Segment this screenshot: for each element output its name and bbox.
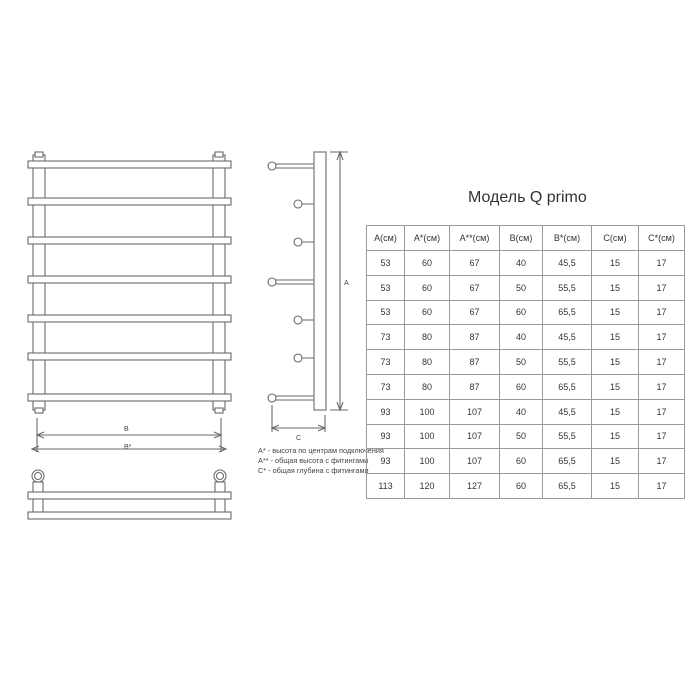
table-cell: 15: [592, 399, 639, 424]
table-row: [367, 275, 685, 300]
table-cell: 17: [639, 474, 685, 499]
column-header: A*(см): [405, 226, 450, 251]
table-cell: 17: [639, 350, 685, 375]
table-cell: 17: [639, 325, 685, 350]
table-cell: 120: [405, 474, 450, 499]
table-cell: 60: [500, 300, 543, 325]
table-cell: 15: [592, 474, 639, 499]
table-cell: 17: [639, 424, 685, 449]
dimension-label-b: B: [124, 426, 129, 433]
column-header: A(см): [367, 226, 405, 251]
top-view: [28, 470, 231, 519]
column-header: B(см): [500, 226, 543, 251]
rung: [28, 394, 231, 401]
table-cell: 50: [500, 275, 543, 300]
table-cell: 45,5: [543, 399, 592, 424]
table-cell: 67: [450, 300, 500, 325]
column-header: C(см): [592, 226, 639, 251]
table-cell: 87: [450, 374, 500, 399]
table-cell: 55,5: [543, 275, 592, 300]
rung: [28, 276, 231, 283]
table-row: [367, 474, 685, 499]
table-cell: 60: [405, 251, 450, 276]
table-cell: 15: [592, 374, 639, 399]
table-cell: 40: [500, 325, 543, 350]
table-cell: 45,5: [543, 325, 592, 350]
table-row: [367, 251, 685, 276]
table-cell: 60: [500, 449, 543, 474]
table-cell: 15: [592, 300, 639, 325]
table-cell: 60: [405, 275, 450, 300]
table-header-row: [367, 226, 685, 251]
table-cell: 107: [450, 424, 500, 449]
note-c-star: C* - общая глубина с фитингами: [258, 466, 369, 475]
table-cell: 80: [405, 325, 450, 350]
table-cell: 107: [450, 399, 500, 424]
table-row: [367, 325, 685, 350]
table-cell: 67: [450, 251, 500, 276]
table-cell: 55,5: [543, 350, 592, 375]
table-row: [367, 449, 685, 474]
table-row: [367, 374, 685, 399]
table-cell: 100: [405, 449, 450, 474]
table-cell: 53: [367, 300, 405, 325]
table-cell: 40: [500, 251, 543, 276]
table-cell: 107: [450, 449, 500, 474]
table-cell: 50: [500, 424, 543, 449]
side-view: [268, 152, 348, 432]
table-cell: 15: [592, 449, 639, 474]
table-row: [367, 424, 685, 449]
table-cell: 100: [405, 424, 450, 449]
table-cell: 67: [450, 275, 500, 300]
table-cell: 65,5: [543, 374, 592, 399]
side-post: [314, 152, 326, 410]
dimension-label-a: A: [344, 280, 349, 287]
column-header: B*(см): [543, 226, 592, 251]
dimension-label-c: C: [296, 435, 302, 442]
table-cell: 17: [639, 251, 685, 276]
table-cell: 73: [367, 325, 405, 350]
table-cell: 17: [639, 449, 685, 474]
table-cell: 93: [367, 399, 405, 424]
note-a-double-star: A** - общая высота с фитингами: [258, 456, 369, 465]
table-cell: 73: [367, 350, 405, 375]
table-cell: 60: [405, 300, 450, 325]
column-header: A**(см): [450, 226, 500, 251]
rung: [28, 315, 231, 322]
table-cell: 15: [592, 325, 639, 350]
model-title: Модель Q primo: [468, 189, 587, 206]
table-cell: 87: [450, 350, 500, 375]
table-cell: 65,5: [543, 474, 592, 499]
table-cell: 127: [450, 474, 500, 499]
table-cell: 17: [639, 374, 685, 399]
table-cell: 50: [500, 350, 543, 375]
column-header: C*(см): [639, 226, 685, 251]
table-cell: 53: [367, 275, 405, 300]
table-cell: 17: [639, 300, 685, 325]
rung: [28, 198, 231, 205]
table-cell: 80: [405, 374, 450, 399]
table-cell: 73: [367, 374, 405, 399]
table-cell: 15: [592, 424, 639, 449]
table-cell: 15: [592, 251, 639, 276]
table-cell: 113: [367, 474, 405, 499]
rung: [28, 353, 231, 360]
table-cell: 80: [405, 350, 450, 375]
note-a-star: A* - высота по центрам подключения: [258, 446, 384, 455]
table-cell: 87: [450, 325, 500, 350]
table-cell: 100: [405, 399, 450, 424]
table-cell: 17: [639, 399, 685, 424]
table-row: [367, 399, 685, 424]
table-cell: 93: [367, 424, 405, 449]
rung: [28, 161, 231, 168]
table-cell: 15: [592, 350, 639, 375]
table-cell: 40: [500, 399, 543, 424]
rung: [28, 237, 231, 244]
table-cell: 55,5: [543, 424, 592, 449]
bottom-connector-left: [35, 408, 43, 413]
top-connector-right: [215, 152, 223, 157]
table-cell: 65,5: [543, 449, 592, 474]
bottom-connector-right: [215, 408, 223, 413]
table-cell: 17: [639, 275, 685, 300]
dimension-label-b-star: B*: [124, 444, 132, 451]
front-view: [28, 152, 231, 413]
table-cell: 45,5: [543, 251, 592, 276]
top-connector-left: [35, 152, 43, 157]
table-cell: 93: [367, 449, 405, 474]
table-cell: 15: [592, 275, 639, 300]
table-cell: 53: [367, 251, 405, 276]
table-row: [367, 300, 685, 325]
table-cell: 60: [500, 474, 543, 499]
dimensions-table: [366, 225, 685, 499]
table-cell: 65,5: [543, 300, 592, 325]
table-row: [367, 350, 685, 375]
table-cell: 60: [500, 374, 543, 399]
